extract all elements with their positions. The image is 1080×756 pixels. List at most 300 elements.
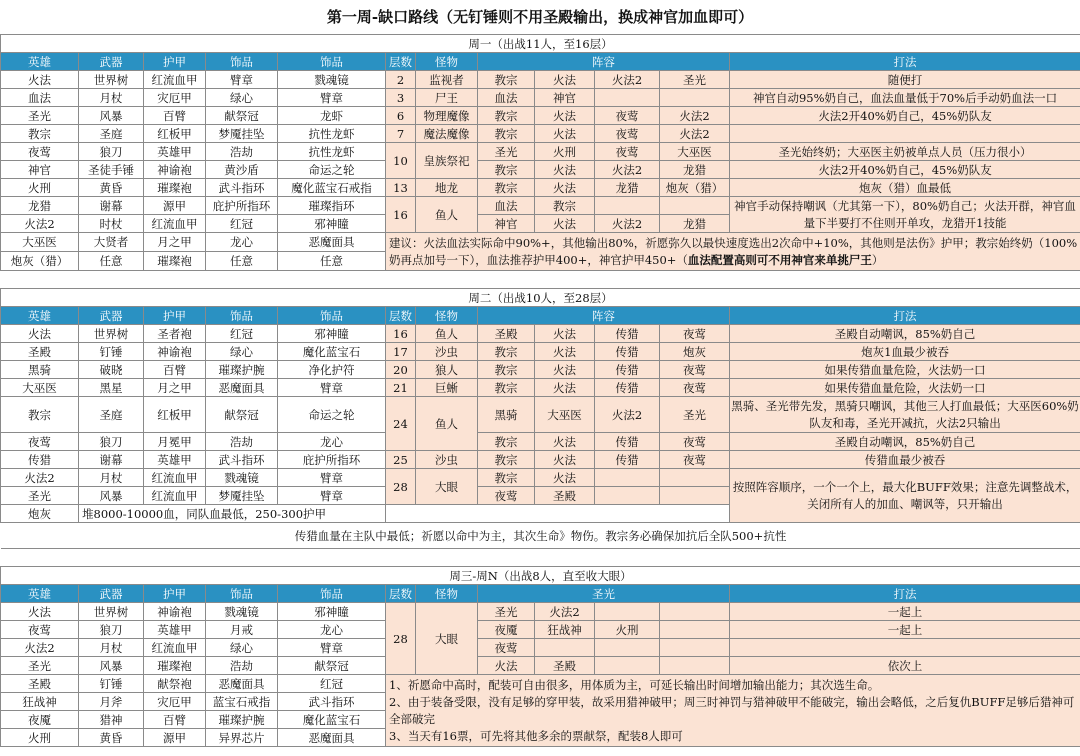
accessory-cell: 璀璨护腕 <box>206 711 278 729</box>
lineup-hero: 龙猎 <box>660 161 730 179</box>
accessory-cell: 庇护所指环 <box>206 197 278 215</box>
accessory-cell: 魔化蓝宝石 <box>278 343 386 361</box>
floor-number: 2 <box>386 71 416 89</box>
table-row <box>1 161 1080 179</box>
armor-cell: 月之甲 <box>144 379 206 397</box>
floor-number: 25 <box>386 451 416 469</box>
accessory-cell: 浩劫 <box>206 657 278 675</box>
armor-cell: 圣者袍 <box>144 325 206 343</box>
lineup-hero: 教宗 <box>478 451 535 469</box>
lineup-hero <box>660 487 730 505</box>
tactic-text: 一起上 <box>730 621 1080 639</box>
lineup-hero: 教宗 <box>478 107 535 125</box>
armor-cell: 百臂 <box>144 711 206 729</box>
weapon-cell: 猎神 <box>79 711 144 729</box>
hero-name: 夜莺 <box>1 433 79 451</box>
hero-name: 圣殿 <box>1 343 79 361</box>
table-row <box>1 233 1080 252</box>
accessory-cell: 武斗指环 <box>206 451 278 469</box>
accessory-cell: 邪神瞳 <box>278 603 386 621</box>
header-weapon: 武器 <box>79 585 144 603</box>
lineup-hero: 教宗 <box>478 179 535 197</box>
header-hero: 英雄 <box>1 53 79 71</box>
lineup-hero: 黑骑 <box>478 397 535 433</box>
lineup-hero: 夜莺 <box>660 451 730 469</box>
hero-name: 神官 <box>1 161 79 179</box>
accessory-cell: 龙心 <box>278 621 386 639</box>
lineup-hero: 教宗 <box>478 469 535 487</box>
armor-cell: 源甲 <box>144 197 206 215</box>
header-monster: 怪物 <box>416 53 478 71</box>
hero-name: 火法2 <box>1 215 79 233</box>
hero-name: 火法2 <box>1 639 79 657</box>
accessory-cell: 梦魇挂坠 <box>206 125 278 143</box>
monster-name: 魔法魔像 <box>416 125 478 143</box>
accessory-cell: 献祭冠 <box>206 397 278 433</box>
header-hero: 英雄 <box>1 585 79 603</box>
armor-cell: 英雄甲 <box>144 621 206 639</box>
accessory-cell: 绿心 <box>206 639 278 657</box>
accessory-cell: 恶魔面具 <box>278 233 386 252</box>
floor-number: 7 <box>386 125 416 143</box>
armor-cell: 灾厄甲 <box>144 693 206 711</box>
armor-cell: 璀璨袍 <box>144 179 206 197</box>
lineup-hero: 火法 <box>535 433 595 451</box>
tactic-text <box>730 639 1080 657</box>
lineup-hero: 火法 <box>535 325 595 343</box>
accessory-cell: 邪神瞳 <box>278 215 386 233</box>
weapon-cell: 大贤者 <box>79 233 144 252</box>
accessory-cell: 武斗指环 <box>278 693 386 711</box>
lineup-hero <box>535 639 595 657</box>
tactic-text: 圣光始终奶；大巫医主奶被单点人员（压力很小） <box>730 143 1080 161</box>
accessory-cell: 月戒 <box>206 621 278 639</box>
strategy-table <box>0 34 1080 747</box>
weapon-cell: 狼刀 <box>79 433 144 451</box>
accessory-cell: 戮魂镜 <box>206 603 278 621</box>
lineup-hero: 圣光 <box>478 143 535 161</box>
lineup-hero: 传猎 <box>595 343 660 361</box>
lineup-hero: 传猎 <box>595 379 660 397</box>
tactic-text: 神官自动95%奶自己，血法血量低于70%后手动奶血法一口 <box>730 89 1080 107</box>
lineup-hero: 火法 <box>535 125 595 143</box>
table-row <box>1 179 1080 197</box>
weapon-cell: 谢幕 <box>79 197 144 215</box>
lineup-hero: 火法 <box>535 469 595 487</box>
accessory-cell: 魔化蓝宝石 <box>278 711 386 729</box>
lineup-hero: 夜魇 <box>478 621 535 639</box>
accessory-cell: 臂章 <box>278 487 386 505</box>
tactic-text: 传猎血最少被吞 <box>730 451 1080 469</box>
header-acc1: 饰品 <box>206 53 278 71</box>
weapon-cell: 破晓 <box>79 361 144 379</box>
hero-name: 火法 <box>1 71 79 89</box>
accessory-cell: 臂章 <box>278 379 386 397</box>
hero-name: 火刑 <box>1 729 79 747</box>
lineup-hero: 夜莺 <box>660 325 730 343</box>
lineup-hero: 传猎 <box>595 361 660 379</box>
weapon-cell: 世界树 <box>79 603 144 621</box>
section-title: 周三-周N（出战8人，直至收大眼） <box>1 567 1080 585</box>
floor-number: 16 <box>386 197 416 233</box>
hero-name: 圣殿 <box>1 675 79 693</box>
accessory-cell: 龙虾 <box>278 107 386 125</box>
header-monster: 怪物 <box>416 585 478 603</box>
table-row <box>1 379 1080 397</box>
hero-name: 夜魇 <box>1 711 79 729</box>
accessory-cell: 戮魂镜 <box>278 71 386 89</box>
armor-cell: 红板甲 <box>144 397 206 433</box>
lineup-hero: 火法2 <box>595 215 660 233</box>
weapon-cell: 圣庭 <box>79 125 144 143</box>
accessory-cell: 臂章 <box>278 639 386 657</box>
lineup-hero: 大巫医 <box>535 397 595 433</box>
accessory-cell: 璀璨护腕 <box>206 361 278 379</box>
lineup-hero: 火法2 <box>595 71 660 89</box>
weapon-cell: 风暴 <box>79 657 144 675</box>
note-text: 建议：火法血法实际命中90%+，其他输出80%，祈愿弥久以最快速度选出2次命中+10%，其他则是法伤》护甲；教宗始终奶（100%奶再点加号一下），血法推荐护甲400+，神官护甲450+（ <box>389 235 1078 267</box>
week1-note <box>386 233 1080 271</box>
accessory-cell: 红冠 <box>206 215 278 233</box>
header-armor: 护甲 <box>144 307 206 325</box>
header-armor: 护甲 <box>144 585 206 603</box>
lineup-hero: 教宗 <box>478 361 535 379</box>
accessory-cell: 武斗指环 <box>206 179 278 197</box>
lineup-hero: 火刑 <box>595 621 660 639</box>
weapon-cell: 月杖 <box>79 89 144 107</box>
hero-name: 火法 <box>1 603 79 621</box>
hero-name: 教宗 <box>1 397 79 433</box>
floor-number: 28 <box>386 603 416 675</box>
lineup-hero: 龙猎 <box>595 179 660 197</box>
table-row <box>1 125 1080 143</box>
paohui-desc: 堆8000-10000血，同队血最低，250-300护甲 <box>79 505 386 523</box>
header-floor: 层数 <box>386 585 416 603</box>
hero-name: 炮灰（猎） <box>1 252 79 271</box>
table-row <box>1 271 1080 289</box>
armor-cell: 月之甲 <box>144 233 206 252</box>
accessory-cell: 浩劫 <box>206 143 278 161</box>
table-row <box>1 89 1080 107</box>
header-armor: 护甲 <box>144 53 206 71</box>
monster-name: 大眼 <box>416 469 478 505</box>
lineup-hero <box>660 469 730 487</box>
tactic-text: 炮灰1血最少被吞 <box>730 343 1080 361</box>
monster-name: 物理魔像 <box>416 107 478 125</box>
lineup-hero: 教宗 <box>478 343 535 361</box>
lineup-hero: 教宗 <box>478 433 535 451</box>
tactic-text: 按照阵容顺序，一个一个上，最大化BUFF效果；注意先调整战术，关闭所有人的加血、嘲讽等，只开输出 <box>730 469 1080 523</box>
lineup-hero: 教宗 <box>535 197 595 215</box>
lineup-hero: 火法 <box>535 343 595 361</box>
accessory-cell: 红冠 <box>278 675 386 693</box>
accessory-cell: 璀璨指环 <box>278 197 386 215</box>
armor-cell: 红流血甲 <box>144 487 206 505</box>
tactic-text: 圣殿自动嘲讽，85%奶自己 <box>730 325 1080 343</box>
table-row <box>1 433 1080 451</box>
header-floor: 层数 <box>386 53 416 71</box>
weapon-cell: 月杖 <box>79 639 144 657</box>
lineup-hero: 血法 <box>478 197 535 215</box>
lineup-hero: 圣光 <box>660 71 730 89</box>
lineup-hero: 夜莺 <box>595 107 660 125</box>
lineup-hero <box>595 657 660 675</box>
accessory-cell: 恶魔面具 <box>206 675 278 693</box>
armor-cell: 红板甲 <box>144 125 206 143</box>
lineup-hero: 火法 <box>535 451 595 469</box>
weapon-cell: 狼刀 <box>79 621 144 639</box>
monster-name: 鱼人 <box>416 325 478 343</box>
header-acc2: 饰品 <box>278 585 386 603</box>
lineup-hero <box>595 639 660 657</box>
tactic-text: 如果传猎血量危险，火法奶一口 <box>730 379 1080 397</box>
armor-cell: 红流血甲 <box>144 469 206 487</box>
lineup-hero: 教宗 <box>478 379 535 397</box>
lineup-hero: 教宗 <box>478 161 535 179</box>
table-row <box>1 621 1080 639</box>
tactic-text: 火法2开40%奶自己，45%奶队友 <box>730 161 1080 179</box>
accessory-cell: 龙心 <box>278 433 386 451</box>
accessory-cell: 抗性龙虾 <box>278 143 386 161</box>
accessory-cell: 绿心 <box>206 89 278 107</box>
note-bold: 血法配置高则可不用神官来单挑尸王 <box>687 252 872 267</box>
monster-name: 沙虫 <box>416 451 478 469</box>
lineup-hero: 狂战神 <box>535 621 595 639</box>
lineup-hero: 火法 <box>535 161 595 179</box>
hero-name: 狂战神 <box>1 693 79 711</box>
table-row <box>1 197 1080 215</box>
table-row <box>1 53 1080 71</box>
lineup-hero: 火法 <box>535 107 595 125</box>
table-row <box>1 523 1080 549</box>
table-row <box>1 343 1080 361</box>
tactic-text: 火法2开40%奶自己，45%奶队友 <box>730 107 1080 125</box>
lineup-hero <box>660 621 730 639</box>
header-tactic: 打法 <box>730 585 1080 603</box>
tactic-text: 炮灰（猎）血最低 <box>730 179 1080 197</box>
spacer-row <box>1 549 1080 567</box>
table-row <box>1 143 1080 161</box>
lineup-hero <box>595 89 660 107</box>
lineup-hero: 圣殿 <box>535 487 595 505</box>
floor-number: 3 <box>386 89 416 107</box>
accessory-cell: 魔化蓝宝石戒指 <box>278 179 386 197</box>
lineup-hero: 圣殿 <box>478 325 535 343</box>
lineup-hero: 血法 <box>478 89 535 107</box>
lineup-hero: 火法 <box>535 361 595 379</box>
header-lineup: 圣光 <box>478 585 730 603</box>
hero-name: 大巫医 <box>1 379 79 397</box>
lineup-hero: 夜莺 <box>660 361 730 379</box>
tactic-text: 随便打 <box>730 71 1080 89</box>
accessory-cell: 命运之轮 <box>278 397 386 433</box>
lineup-hero: 夜莺 <box>595 143 660 161</box>
armor-cell: 神谕袍 <box>144 343 206 361</box>
weapon-cell: 谢幕 <box>79 451 144 469</box>
lineup-hero: 夜莺 <box>478 487 535 505</box>
tactic-text: 依次上 <box>730 657 1080 675</box>
armor-cell: 红流血甲 <box>144 639 206 657</box>
weapon-cell: 风暴 <box>79 107 144 125</box>
accessory-cell: 戮魂镜 <box>206 469 278 487</box>
header-floor: 层数 <box>386 307 416 325</box>
armor-cell: 璀璨袍 <box>144 657 206 675</box>
floor-number: 6 <box>386 107 416 125</box>
lineup-hero: 火法2 <box>595 397 660 433</box>
note-line: 1、祈愿命中高时，配装可自由很多，用体质为主，可延长输出时间增加输出能力；其次选生命。 <box>389 677 880 692</box>
week2-note: 传猎血量在主队中最低；祈愿以命中为主，其次生命》物伤。教宗务必确保加抗后全队500+抗性 <box>1 523 1080 549</box>
table-row <box>1 639 1080 657</box>
lineup-hero: 火法2 <box>660 125 730 143</box>
armor-cell: 璀璨袍 <box>144 252 206 271</box>
weapon-cell: 世界树 <box>79 71 144 89</box>
accessory-cell: 异界芯片 <box>206 729 278 747</box>
accessory-cell: 净化护符 <box>278 361 386 379</box>
lineup-hero: 大巫医 <box>660 143 730 161</box>
weapon-cell: 狼刀 <box>79 143 144 161</box>
hero-name: 龙猎 <box>1 197 79 215</box>
lineup-hero: 火刑 <box>535 143 595 161</box>
armor-cell: 献祭袍 <box>144 675 206 693</box>
accessory-cell: 臂章 <box>278 89 386 107</box>
lineup-hero <box>595 197 660 215</box>
table-row <box>1 107 1080 125</box>
monster-name: 尸王 <box>416 89 478 107</box>
weapon-cell: 世界树 <box>79 325 144 343</box>
hero-name: 圣光 <box>1 657 79 675</box>
accessory-cell: 红冠 <box>206 325 278 343</box>
table-row <box>1 657 1080 675</box>
hero-name: 圣光 <box>1 487 79 505</box>
hero-name: 黑骑 <box>1 361 79 379</box>
accessory-cell: 臂章 <box>278 469 386 487</box>
table-row <box>1 549 1080 567</box>
section-title: 周二（出战10人，至28层） <box>1 289 1080 307</box>
lineup-hero: 炮灰（猎） <box>660 179 730 197</box>
hero-name: 大巫医 <box>1 233 79 252</box>
lineup-hero: 圣光 <box>660 397 730 433</box>
armor-cell: 百臂 <box>144 107 206 125</box>
header-acc1: 饰品 <box>206 585 278 603</box>
monster-name: 监视者 <box>416 71 478 89</box>
lineup-hero: 火法 <box>535 215 595 233</box>
armor-cell: 源甲 <box>144 729 206 747</box>
tactic-text <box>730 125 1080 143</box>
header-tactic: 打法 <box>730 53 1080 71</box>
armor-cell: 红流血甲 <box>144 215 206 233</box>
floor-number: 13 <box>386 179 416 197</box>
table-row <box>1 289 1080 307</box>
hero-name: 火法2 <box>1 469 79 487</box>
table-row <box>1 397 1080 433</box>
header-lineup: 阵容 <box>478 53 730 71</box>
accessory-cell: 献祭冠 <box>278 657 386 675</box>
tactic-text: 黑骑、圣光带先发，黑骑只嘲讽，其他三人打血最低；大巫医60%奶队友和毒，圣光开减抗，火法2只输出 <box>730 397 1080 433</box>
lineup-hero: 圣光 <box>478 603 535 621</box>
monster-name: 鱼人 <box>416 197 478 233</box>
accessory-cell: 黄沙盾 <box>206 161 278 179</box>
monster-name: 巨蜥 <box>416 379 478 397</box>
tactic-text: 圣殿自动嘲讽，85%奶自己 <box>730 433 1080 451</box>
accessory-cell: 绿心 <box>206 343 278 361</box>
lineup-hero: 火法 <box>535 379 595 397</box>
table-row <box>1 675 1080 693</box>
monster-name: 皇族祭祀 <box>416 143 478 179</box>
lineup-hero: 传猎 <box>595 451 660 469</box>
armor-cell: 英雄甲 <box>144 143 206 161</box>
header-acc1: 饰品 <box>206 307 278 325</box>
accessory-cell: 恶魔面具 <box>278 729 386 747</box>
lineup-hero: 火法2 <box>535 603 595 621</box>
lineup-hero <box>660 197 730 215</box>
hero-name: 夜莺 <box>1 143 79 161</box>
accessory-cell: 邪神瞳 <box>278 325 386 343</box>
weapon-cell: 黄昏 <box>79 729 144 747</box>
lineup-hero: 神官 <box>535 89 595 107</box>
weapon-cell: 黄昏 <box>79 179 144 197</box>
accessory-cell: 庇护所指环 <box>278 451 386 469</box>
spacer-row <box>1 271 1080 289</box>
header-acc2: 饰品 <box>278 53 386 71</box>
monster-name: 狼人 <box>416 361 478 379</box>
lineup-hero: 炮灰 <box>660 343 730 361</box>
floor-number: 20 <box>386 361 416 379</box>
accessory-cell: 任意 <box>278 252 386 271</box>
weapon-cell: 钉锤 <box>79 343 144 361</box>
hero-name: 夜莺 <box>1 621 79 639</box>
floor-number: 28 <box>386 469 416 505</box>
lineup-hero: 龙猎 <box>660 215 730 233</box>
lineup-hero: 夜莺 <box>660 379 730 397</box>
hero-name: 血法 <box>1 89 79 107</box>
note-line: 3、当天有16票，可先将其他多余的票献祭，配装8人即可 <box>389 728 683 743</box>
lineup-hero: 火法2 <box>660 107 730 125</box>
accessory-cell: 龙心 <box>206 233 278 252</box>
header-monster: 怪物 <box>416 307 478 325</box>
accessory-cell: 献祭冠 <box>206 107 278 125</box>
lineup-hero: 传猎 <box>595 325 660 343</box>
accessory-cell: 臂章 <box>206 71 278 89</box>
monster-name: 沙虫 <box>416 343 478 361</box>
lineup-hero <box>595 487 660 505</box>
lineup-hero <box>660 603 730 621</box>
tactic-text: 一起上 <box>730 603 1080 621</box>
armor-cell: 英雄甲 <box>144 451 206 469</box>
hero-name: 炮灰 <box>1 505 79 523</box>
accessory-cell: 任意 <box>206 252 278 271</box>
lineup-hero: 神官 <box>478 215 535 233</box>
table-row <box>1 361 1080 379</box>
accessory-cell: 蓝宝石戒指 <box>206 693 278 711</box>
page-title: 第一周-缺口路线（无钉锤则不用圣殿输出，换成神官加血即可） <box>326 8 754 26</box>
accessory-cell: 梦魇挂坠 <box>206 487 278 505</box>
lineup-hero: 教宗 <box>478 125 535 143</box>
armor-cell: 百臂 <box>144 361 206 379</box>
table-row <box>1 585 1080 603</box>
header-lineup: 阵容 <box>478 307 730 325</box>
lineup-hero <box>595 603 660 621</box>
floor-number: 10 <box>386 143 416 179</box>
note-text: ） <box>871 252 884 267</box>
floor-number: 21 <box>386 379 416 397</box>
tactic-text: 神官手动保持嘲讽（尤其第一下），80%奶自己；火法开群，神官血量下半要打不住则开单攻，龙猎开1技能 <box>730 197 1080 233</box>
floor-number: 24 <box>386 397 416 451</box>
lineup-hero: 夜莺 <box>478 639 535 657</box>
accessory-cell: 抗性龙虾 <box>278 125 386 143</box>
lineup-hero: 教宗 <box>478 71 535 89</box>
note-line: 2、由于装备受限，没有足够的穿甲装，故采用猎神破甲；周三时神罚与猎神破甲不能破完，输出会略低，之后复仇BUFF足够后猎神可全部破完 <box>389 694 1075 726</box>
armor-cell: 神谕袍 <box>144 603 206 621</box>
